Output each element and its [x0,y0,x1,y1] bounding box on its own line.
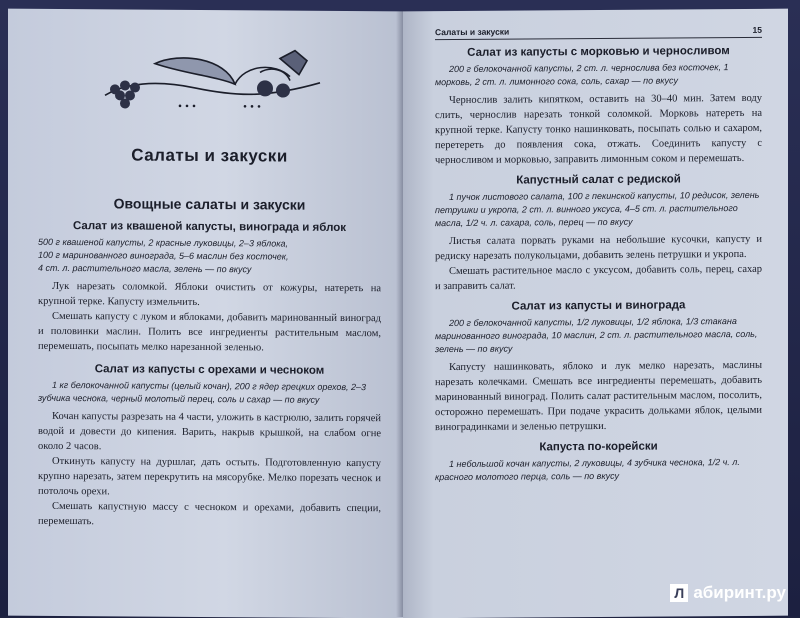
recipe-ingredients [435,61,762,89]
paragraph: Смешать капусту с луком и яблоками, добавить маринованный виноград и половинки маслин. Полить все ингредиенты растительным маслом, перемешать, посыпать мелко нарезанной зеленью. [38,310,381,354]
recipe-title: Салат из капусты с орехами и чесноком [94,363,325,377]
recipe-instructions [435,358,762,435]
watermark-text: абиринт.ру [693,583,786,602]
recipe-title: Салат из капусты и винограда [511,299,686,313]
recipe-title: Салат из квашеной капусты, винограда и яблок [72,220,347,234]
recipe-instructions [38,279,381,356]
ingredient-line: 4 ст. л. растительного масла, зелень — по вкусу [38,262,252,275]
recipe-ingredients [435,315,762,356]
ingredient-line: 200 г белокочанной капусты, 2 ст. л. чернослива без косточек, 1 морковь, 2 ст. л. лимонного сока, соль, сахар — по вкусу [435,62,729,88]
page-number: 15 [752,24,762,35]
recipe-title: Капуста по-корейски [539,440,658,454]
ingredient-line: 100 г маринованного винограда, 5–6 маслин без косточек, [38,249,289,262]
running-head-title: Салаты и закуски [435,26,510,38]
recipe-instructions [38,409,381,531]
paragraph: Смешать растительное масло с уксусом, добавить соль, перец, сахар и заправить салат. [435,263,762,293]
recipe [435,172,762,294]
recipe-title: Капустный салат с редиской [516,173,681,187]
subsection-title: Овощные салаты и закуски [113,195,306,213]
recipe-instructions [435,91,762,168]
ingredient-line: 1 небольшой кочан капусты, 2 луковицы, 4 зубчика чеснока, 1/2 ч. л. красного молотого перца, соль — по вкусу [435,456,740,483]
paragraph: Капусту нашинковать, яблоко и лук мелко нарезать, маслины нарезать колечками. Смешать все ингредиенты перемешать, добавить маринованный виноград. Полить салат растительным маслом, посолить, осторожно перемешать. При подаче украсить дольками яблок, целыми виноградинками и зеленью петрушки. [435,359,762,434]
recipe [435,44,762,168]
paragraph: Чернослив залить кипятком, оставить на 30–40 мин. Затем воду слить, чернослив нарезать тонкой соломкой. Морковь натереть на крупной терке. Капусту тонко нашинковать, посыпать солью и сахаром, перетереть до появления сока, отжать. Соединить капусту с черносливом и морковью, заправить лимонным соком и перемешать. [435,92,762,167]
paragraph: Листья салата порвать руками на небольшие кусочки, капусту и редиску нарезать полукольцами, добавить зелень петрушки и укропа. [435,233,762,263]
left-page [8,9,403,618]
ingredient-line: 1 кг белокочанной капусты (целый кочан), 200 г ядер грецких орехов, 2–3 зубчика чеснока, черный молотый перец, соль и сахар — по вкусу [38,379,367,405]
recipe [38,362,381,531]
decorative-ornament-illustration [85,43,335,117]
ingredient-line: 200 г белокочанной капусты, 1/2 луковицы, 1/2 яблока, 1/3 стакана маринованного винограда, 10 маслин, 2 ст. л. растительного масла, соль, зелень — по вкусу [435,316,758,355]
paragraph: Лук нарезать соломкой. Яблоки очистить от кожуры, натереть на крупной терке. Капусту измельчить. [38,280,381,308]
paragraph: Кочан капусты разрезать на 4 части, уложить в кастрюлю, залить горячей водой и довести до кипения. Варить, накрыв крышкой, на слабом огне около 2 часов. [38,410,381,453]
section-title: Салаты и закуски [131,145,288,166]
recipe [38,219,381,356]
recipe-ingredients [38,379,381,407]
ingredient-line: 1 пучок листового салата, 100 г пекинской капусты, 10 редисок, зелень петрушки и укропа, 2 ст. л. винного уксуса, 4–5 ст. л. растительного масла, 1/2 ч. л. сахара, соль, перец — по вкусу [435,189,760,229]
watermark [670,583,786,603]
recipe-ingredients [38,236,381,277]
recipe [435,298,762,435]
recipe-ingredients [435,456,762,484]
running-head [435,9,762,40]
recipe [435,439,762,484]
recipe-instructions [435,232,762,294]
right-page [403,9,788,618]
ingredient-line: 500 г квашеной капусты, 2 красные луковицы, 2–3 яблока, [38,236,288,249]
paragraph: Откинуть капусту на дуршлаг, дать остыть. Подготовленную капусту крупно нарезать, затем перекрутить на мясорубке. Мелко порезать чеснок и потолочь орехи. [38,455,381,498]
recipe-ingredients [435,189,762,230]
paragraph: Смешать капустную массу с чесноком и орехами, добавить специи, перемешать. [38,500,381,528]
recipe-title: Салат из капусты с морковью и черносливом [467,45,730,59]
labirint-logo-icon: Л [670,584,688,602]
